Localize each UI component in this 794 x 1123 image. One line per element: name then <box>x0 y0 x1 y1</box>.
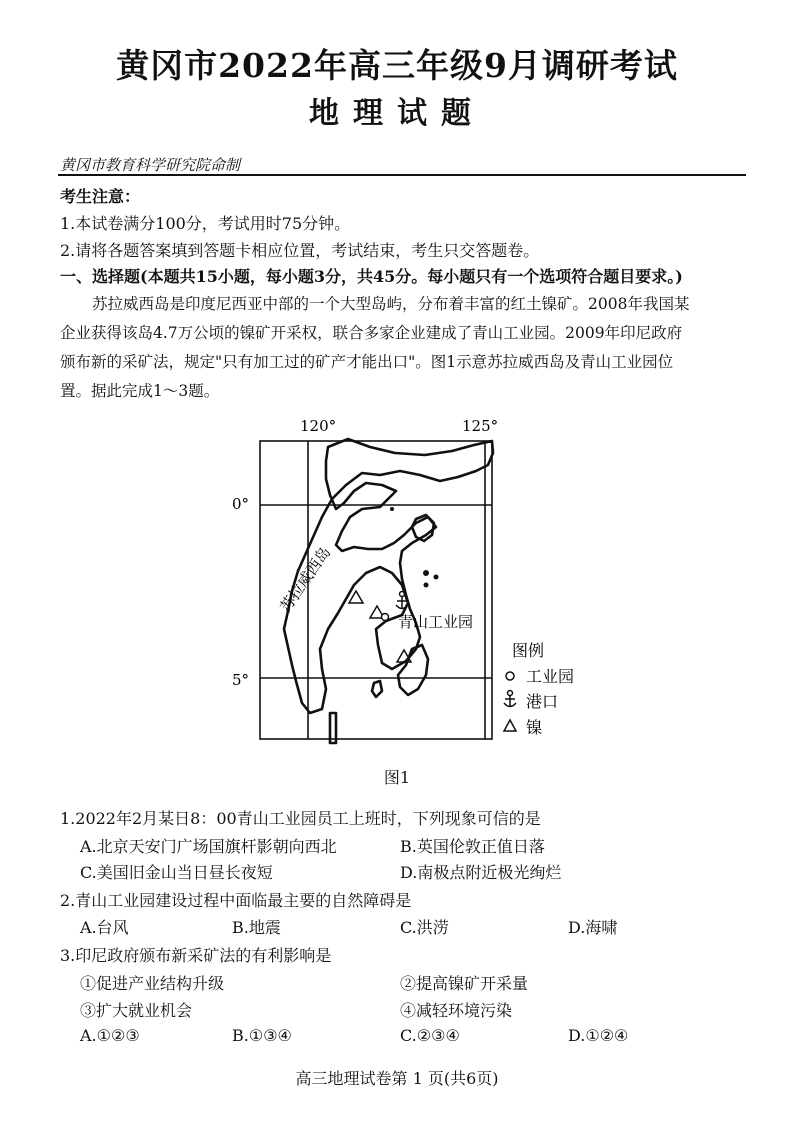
passage-line: 颁布新的采矿法，规定"只有加工过的矿产才能出口"。图1示意苏拉威西岛及青山工业园位 <box>60 353 674 371</box>
longitude-label-125: 125° <box>462 417 499 435</box>
legend-label: 镍 <box>526 718 543 737</box>
longitude-label-120: 120° <box>300 417 337 435</box>
option: D.南极点附近极光绚烂 <box>400 863 562 882</box>
option: B.①③④ <box>232 1026 292 1045</box>
latitude-label-0: 0° <box>232 495 250 513</box>
park-name-label: 青山工业园 <box>398 613 474 631</box>
option: C.美国旧金山当日昼长夜短 <box>80 863 273 882</box>
legend-label: 工业园 <box>526 667 575 686</box>
option: C.洪涝 <box>400 918 449 937</box>
legend-label: 港口 <box>526 692 559 711</box>
sulawesi-map <box>230 413 610 753</box>
exam-title: 黄冈市2022年高三年级9月调研考试 <box>116 46 678 85</box>
passage-line: 企业获得该岛4.7万公顷的镍矿开采权，联合多家企业建成了青山工业园。2009年印尼政府 <box>60 324 683 342</box>
subject-title: 地理试题 <box>309 96 485 131</box>
industrial-park-circle-icon <box>382 614 389 621</box>
option: C.②③④ <box>400 1026 460 1045</box>
option: B.地震 <box>232 918 281 937</box>
anchor-icon <box>504 691 516 708</box>
passage-line: 置。据此完成1～3题。 <box>60 382 220 400</box>
statement: ④减轻环境污染 <box>400 1001 513 1020</box>
section-heading: 一、选择题(本题共15小题，每小题3分，共45分。每小题只有一个选项符合题目要求。) <box>60 267 683 286</box>
figure-caption: 图1 <box>383 768 411 787</box>
header-divider <box>58 174 746 176</box>
map-legend <box>504 641 574 737</box>
option: A.①②③ <box>80 1026 140 1045</box>
passage-line: 苏拉威西岛是印度尼西亚中部的一个大型岛屿，分布着丰富的红土镍矿。2008年我国某 <box>92 295 690 313</box>
question-stem: 3.印尼政府颁布新采矿法的有利影响是 <box>60 946 332 965</box>
notice-item: 1.本试卷满分100分，考试用时75分钟。 <box>60 214 351 233</box>
organizer-line: 黄冈市教育科学研究院命制 <box>60 156 241 174</box>
statement: ②提高镍矿开采量 <box>400 974 529 993</box>
island-name-label: 苏拉威西岛 <box>276 543 335 616</box>
latitude-label-5: 5° <box>232 671 250 689</box>
option: A.北京天安门广场国旗杆影朝向西北 <box>80 837 337 856</box>
passage <box>60 290 750 406</box>
circle-icon <box>506 672 514 680</box>
option: B.英国伦敦正值日落 <box>400 837 545 856</box>
legend-title: 图例 <box>512 641 545 660</box>
option: D.①②④ <box>568 1026 629 1045</box>
notice-item: 2.请将各题答案填到答题卡相应位置，考试结束，考生只交答题卷。 <box>60 241 540 260</box>
statement: ③扩大就业机会 <box>80 1001 193 1020</box>
option: A.台风 <box>80 918 129 937</box>
question-stem: 1.2022年2月某日8：00青山工业园员工上班时，下列现象可信的是 <box>60 809 541 828</box>
statement: ①促进产业结构升级 <box>80 974 225 993</box>
nickel-triangle-icon <box>349 591 363 603</box>
option: D.海啸 <box>568 918 618 937</box>
triangle-icon <box>504 720 516 731</box>
page-footer: 高三地理试卷第 1 页(共6页) <box>295 1069 499 1088</box>
notice-heading: 考生注意： <box>60 187 141 206</box>
question-stem: 2.青山工业园建设过程中面临最主要的自然障碍是 <box>60 891 412 910</box>
island-outline <box>284 439 493 743</box>
